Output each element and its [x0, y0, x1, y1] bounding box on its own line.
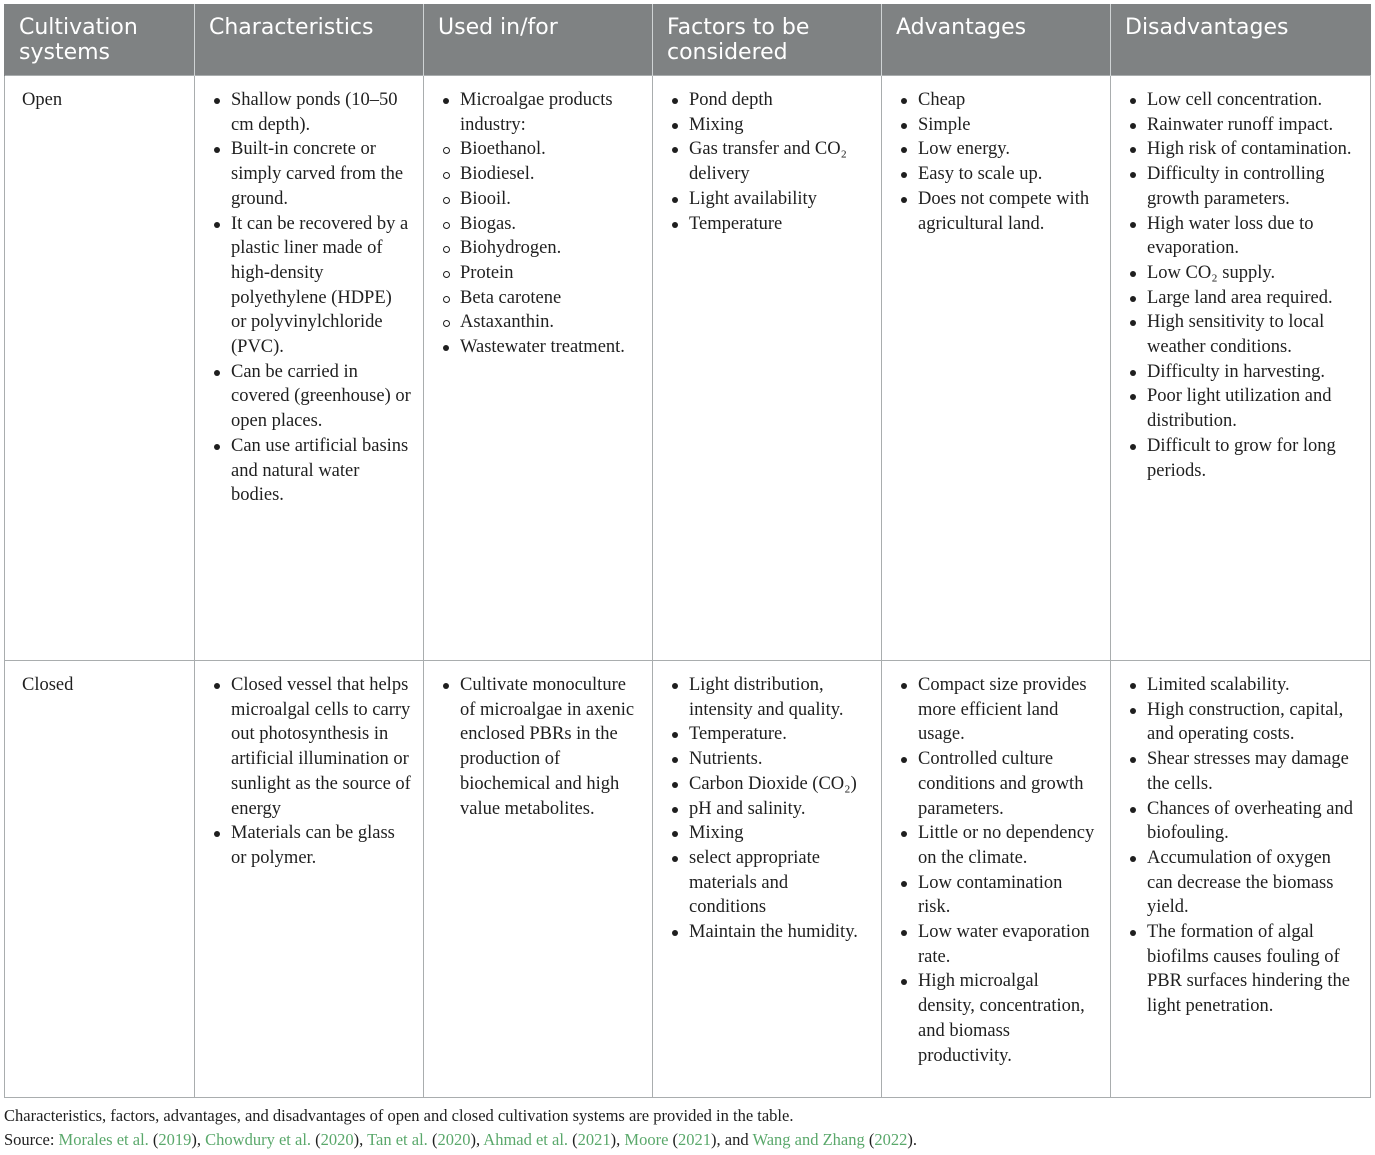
advantage-item: Does not compete with agricultural land.: [898, 187, 1098, 236]
disadvantage-item: Chances of overheating and biofouling.: [1127, 797, 1358, 846]
source-year-link[interactable]: 2019: [158, 1130, 192, 1149]
factor-item: Mixing: [669, 113, 869, 138]
characteristic-item: Materials can be glass or polymer.: [211, 821, 411, 870]
header-cultivation-systems: Cultivation systems: [5, 4, 195, 76]
advantage-list: [898, 88, 1098, 236]
source-year: (2022): [864, 1130, 913, 1149]
factor-item: Gas transfer and CO₂ delivery: [669, 137, 869, 186]
used-in-item: Biodiesel.: [440, 162, 640, 187]
header-used-in: Used in/for: [424, 4, 653, 76]
header-factors: Factors to be considered: [653, 4, 882, 76]
source-year: (2021): [668, 1130, 717, 1149]
source-link[interactable]: Morales et al.: [58, 1130, 149, 1149]
table-footer: [4, 1104, 1370, 1152]
source-year-link[interactable]: 2021: [678, 1130, 712, 1149]
advantage-item: Low energy.: [898, 137, 1098, 162]
source-year-link[interactable]: 2020: [320, 1130, 354, 1149]
advantage-list: [898, 673, 1098, 1068]
advantage-item: Low contamination risk.: [898, 871, 1098, 920]
factor-item: Light availability: [669, 187, 869, 212]
source-year: (2021): [568, 1130, 617, 1149]
disadvantage-item: High water loss due to evaporation.: [1127, 212, 1358, 261]
used-in-item: Biogas.: [440, 212, 640, 237]
system-name-cell: Closed: [5, 661, 195, 1098]
advantage-item: Cheap: [898, 88, 1098, 113]
factor-item: Maintain the humidity.: [669, 920, 869, 945]
source-link[interactable]: Chowdury et al.: [205, 1130, 312, 1149]
source-line: [4, 1128, 1370, 1152]
table-caption: Characteristics, factors, advantages, and disadvantages of open and closed cultivation systems are provided in the table.: [4, 1106, 794, 1125]
characteristics-cell: [195, 661, 424, 1098]
advantages-cell: [882, 661, 1111, 1098]
factor-item: Temperature: [669, 212, 869, 237]
used-in-cell: [424, 661, 653, 1098]
source-year-link[interactable]: 2020: [437, 1130, 471, 1149]
source-link[interactable]: Ahmad et al.: [483, 1130, 569, 1149]
advantages-cell: [882, 76, 1111, 661]
disadvantage-item: Shear stresses may damage the cells.: [1127, 747, 1358, 796]
used-in-item: Biooil.: [440, 187, 640, 212]
characteristic-list: [211, 88, 411, 508]
disadvantage-item: Difficulty in harvesting.: [1127, 360, 1358, 385]
factor-item: Nutrients.: [669, 747, 869, 772]
advantage-item: Little or no dependency on the climate.: [898, 821, 1098, 870]
advantage-item: High microalgal density, concentration, and biomass productivity.: [898, 969, 1098, 1068]
source-link[interactable]: Wang and Zhang: [752, 1130, 865, 1149]
disadvantage-item: Difficult to grow for long periods.: [1127, 434, 1358, 483]
factor-item: pH and salinity.: [669, 797, 869, 822]
source-link[interactable]: Moore: [624, 1130, 669, 1149]
characteristic-item: Shallow ponds (10–50 cm depth).: [211, 88, 411, 137]
characteristics-cell: [195, 76, 424, 661]
header-advantages: Advantages: [882, 4, 1111, 76]
source-year-link[interactable]: 2022: [874, 1130, 908, 1149]
disadvantage-item: Poor light utilization and distribution.: [1127, 384, 1358, 433]
advantage-item: Simple: [898, 113, 1098, 138]
disadvantage-list: [1127, 88, 1358, 483]
used-in-item: Astaxanthin.: [440, 310, 640, 335]
characteristic-item: Closed vessel that helps microalgal cells to carry out photosynthesis in artificial illumination or sunlight as the source of energy: [211, 673, 411, 821]
factors-cell: [653, 661, 882, 1098]
source-year: (2020): [427, 1130, 476, 1149]
advantage-item: Easy to scale up.: [898, 162, 1098, 187]
characteristic-item: Built-in concrete or simply carved from the ground.: [211, 137, 411, 211]
disadvantage-item: High risk of contamination.: [1127, 137, 1358, 162]
used-in-item: Beta carotene: [440, 286, 640, 311]
table-row-closed: [5, 661, 1371, 1098]
used-in-item: Wastewater treatment.: [440, 335, 640, 360]
advantage-item: Low water evaporation rate.: [898, 920, 1098, 969]
disadvantages-cell: [1111, 76, 1371, 661]
advantage-item: Compact size provides more efficient land usage.: [898, 673, 1098, 747]
characteristic-item: It can be recovered by a plastic liner made of high-density polyethylene (HDPE) or polyvinylchloride (PVC).: [211, 212, 411, 360]
factor-item: select appropriate materials and conditions: [669, 846, 869, 920]
table-container: [4, 4, 1370, 1098]
disadvantage-item: High sensitivity to local weather conditions.: [1127, 310, 1358, 359]
used-in-item: Protein: [440, 261, 640, 286]
used-in-item: Cultivate monoculture of microalgae in axenic enclosed PBRs in the production of biochemical and high value metabolites.: [440, 673, 640, 821]
disadvantage-item: Rainwater runoff impact.: [1127, 113, 1358, 138]
factors-cell: [653, 76, 882, 661]
characteristic-list: [211, 673, 411, 871]
used-in-list: [440, 673, 640, 821]
disadvantage-list: [1127, 673, 1358, 1019]
characteristic-item: Can be carried in covered (greenhouse) or open places.: [211, 360, 411, 434]
used-in-item: Biohydrogen.: [440, 236, 640, 261]
disadvantage-item: Difficulty in controlling growth parameters.: [1127, 162, 1358, 211]
disadvantage-item: Limited scalability.: [1127, 673, 1358, 698]
factor-item: Mixing: [669, 821, 869, 846]
factor-list: [669, 673, 869, 945]
used-in-cell: [424, 76, 653, 661]
source-label: Source:: [4, 1130, 59, 1149]
table-header-row: [5, 4, 1371, 76]
source-year: (2020): [311, 1130, 360, 1149]
source-year: (2019): [148, 1130, 197, 1149]
disadvantage-item: Accumulation of oxygen can decrease the biomass yield.: [1127, 846, 1358, 920]
source-references: Morales et al. (2019), Chowdury et al. (2020), Tan et al. (2020), Ahmad et al. (2021), Moore (2021), and Wang and Zhang (2022).: [58, 1130, 918, 1149]
cultivation-systems-table: [4, 4, 1371, 1098]
disadvantage-item: High construction, capital, and operating costs.: [1127, 698, 1358, 747]
disadvantage-item: Large land area required.: [1127, 286, 1358, 311]
disadvantages-cell: [1111, 661, 1371, 1098]
factor-item: Carbon Dioxide (CO₂): [669, 772, 869, 797]
disadvantage-item: Low cell concentration.: [1127, 88, 1358, 113]
used-in-list: [440, 88, 640, 360]
factor-item: Temperature.: [669, 722, 869, 747]
advantage-item: Controlled culture conditions and growth parameters.: [898, 747, 1098, 821]
disadvantage-item: The formation of algal biofilms causes fouling of PBR surfaces hindering the light penetration.: [1127, 920, 1358, 1019]
used-in-item: Bioethanol.: [440, 137, 640, 162]
source-link[interactable]: Tan et al.: [367, 1130, 428, 1149]
table-row-open: [5, 76, 1371, 661]
factor-item: Light distribution, intensity and quality.: [669, 673, 869, 722]
source-year-link[interactable]: 2021: [577, 1130, 611, 1149]
used-in-item: Microalgae products industry:: [440, 88, 640, 137]
characteristic-item: Can use artificial basins and natural water bodies.: [211, 434, 411, 508]
header-disadvantages: Disadvantages: [1111, 4, 1371, 76]
disadvantage-item: Low CO₂ supply.: [1127, 261, 1358, 286]
factor-list: [669, 88, 869, 236]
factor-item: Pond depth: [669, 88, 869, 113]
header-characteristics: Characteristics: [195, 4, 424, 76]
system-name-cell: Open: [5, 76, 195, 661]
